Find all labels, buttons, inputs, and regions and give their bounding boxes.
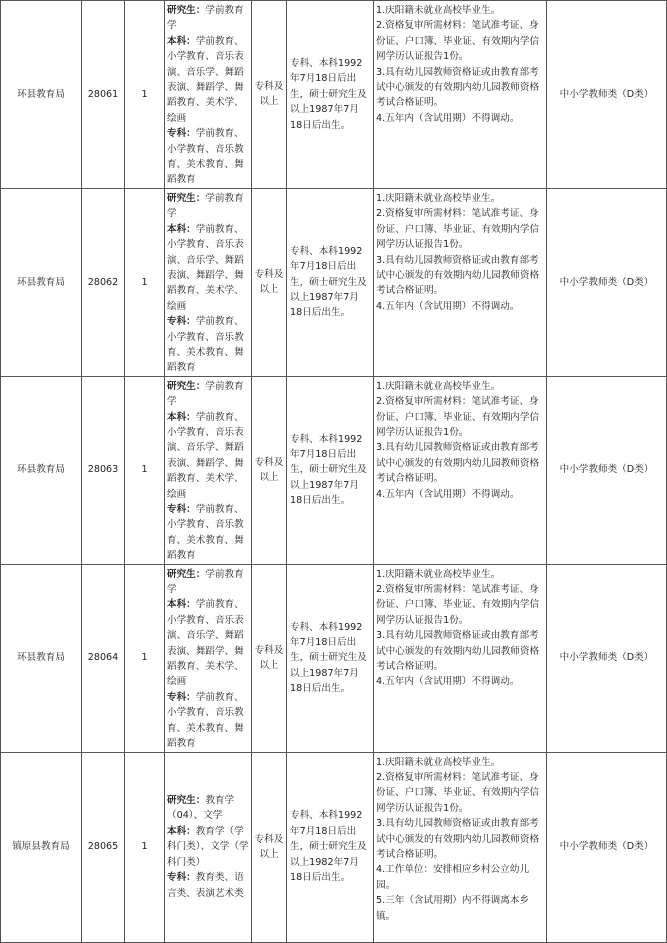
requirements-cell (374, 188, 547, 376)
major-line (167, 502, 249, 564)
hire-count-cell: 1 (125, 752, 165, 942)
major-level-label: 研究生： (167, 568, 206, 580)
hire-count-cell: 1 (125, 1, 165, 189)
major-list: 学前教育、小学教育、音乐教育、美术教育、舞蹈教育 (167, 504, 244, 562)
category-cell: 中小学教师类（D类） (547, 752, 667, 942)
major-level-label: 本科： (167, 599, 196, 611)
hire-count-cell: 1 (125, 376, 165, 564)
requirement-item: 4.工作单位：安排相应乡村公立幼儿园。 (376, 864, 530, 891)
major-list: 学前教育、小学教育、音乐教育、美术教育、舞蹈教育 (167, 316, 244, 374)
major-line (167, 379, 249, 410)
requirement-item: 1.庆阳籍未就业高校毕业生。 (376, 568, 501, 580)
major-list: 学前教育、小学教育、音乐表演、音乐学、舞蹈表演、舞蹈学、舞蹈教育、美术学、绘画 (167, 411, 244, 500)
dept-cell: 环县教育局 (1, 1, 82, 189)
major-cell (165, 188, 252, 376)
major-line (167, 824, 249, 870)
major-level-label: 专科： (167, 316, 196, 328)
requirement-item: 3.具有幼儿园教师资格证或由教育部考试中心颁发的有效期内幼儿园教师资格考试合格证明。 (376, 66, 540, 109)
age-cell: 专科、本科1992年7月18日后出生，硕士研究生及以上1987年7月18日后出生。 (287, 376, 374, 564)
table-row (1, 564, 667, 752)
requirement-item: 1.庆阳籍未就业高校毕业生。 (376, 380, 501, 392)
category-cell: 中小学教师类（D类） (547, 564, 667, 752)
age-cell: 专科、本科1992年7月18日后出生，硕士研究生及以上1987年7月18日后出生。 (287, 1, 374, 189)
category-cell: 中小学教师类（D类） (547, 376, 667, 564)
major-level-label: 研究生： (167, 5, 206, 16)
major-line (167, 191, 249, 222)
requirement-item: 4.五年内（含试用期）不得调动。 (376, 488, 520, 500)
category-cell: 中小学教师类（D类） (547, 1, 667, 189)
major-cell (165, 752, 252, 942)
dept-cell: 环县教育局 (1, 564, 82, 752)
major-line (167, 222, 249, 314)
major-line (167, 690, 249, 752)
requirements-cell (374, 1, 547, 189)
major-level-label: 本科： (167, 411, 196, 423)
major-line (167, 3, 249, 34)
major-list: 学前教育、小学教育、音乐教育、美术教育、舞蹈教育 (167, 128, 244, 186)
dept-cell: 环县教育局 (1, 376, 82, 564)
hire-count-cell: 1 (125, 188, 165, 376)
education-cell: 专科及以上 (252, 752, 287, 942)
requirement-item: 4.五年内（含试用期）不得调动。 (376, 300, 520, 312)
major-list: 学前教育、小学教育、音乐表演、音乐学、舞蹈表演、舞蹈学、舞蹈教育、美术学、绘画 (167, 35, 244, 124)
major-list: 教育学（04）、文学 (167, 795, 235, 822)
dept-cell: 镇原县教育局 (1, 752, 82, 942)
major-line (167, 793, 249, 824)
major-level-label: 专科： (167, 691, 196, 703)
requirement-item: 4.五年内（含试用期）不得调动。 (376, 676, 520, 688)
major-line (167, 597, 249, 689)
table-row (1, 188, 667, 376)
requirement-item: 3.具有幼儿园教师资格证或由教育部考试中心颁发的有效期内幼儿园教师资格考试合格证明。 (376, 442, 540, 485)
major-cell (165, 376, 252, 564)
age-cell: 专科、本科1992年7月18日后出生，硕士研究生及以上1987年7月18日后出生。 (287, 188, 374, 376)
category-cell: 中小学教师类（D类） (547, 188, 667, 376)
major-list: 学前教育学 (167, 192, 244, 220)
hire-count-cell: 1 (125, 564, 165, 752)
position-code-cell: 28064 (82, 564, 125, 752)
major-list: 学前教育学 (167, 5, 244, 32)
requirement-item: 2.资格复审所需材料：笔试准考证、身份证、户口簿、毕业证、有效期内学信网学历认证报告1份。 (376, 396, 540, 438)
major-line (167, 314, 249, 376)
major-level-label: 研究生： (167, 380, 206, 392)
major-list: 学前教育学 (167, 568, 244, 596)
position-code-cell: 28063 (82, 376, 125, 564)
requirement-item: 2.资格复审所需材料：笔试准考证、身份证、户口簿、毕业证、有效期内学信网学历认证报告1份。 (376, 208, 540, 251)
dept-cell: 环县教育局 (1, 188, 82, 376)
table-row (1, 752, 667, 942)
requirement-item: 3.具有幼儿园教师资格证或由教育部考试中心颁发的有效期内幼儿园教师资格考试合格证明。 (376, 818, 540, 860)
major-line (167, 410, 249, 502)
requirement-item: 1.庆阳籍未就业高校毕业生。 (376, 5, 501, 16)
major-line (167, 567, 249, 598)
major-list: 学前教育、小学教育、音乐表演、音乐学、舞蹈表演、舞蹈学、舞蹈教育、美术学、绘画 (167, 599, 244, 688)
education-cell: 专科及以上 (252, 188, 287, 376)
major-list: 教育类、语言类、表演艺术类 (167, 872, 244, 899)
major-level-label: 本科： (167, 35, 196, 47)
position-code-cell: 28065 (82, 752, 125, 942)
major-level-label: 专科： (167, 504, 196, 515)
position-code-cell: 28062 (82, 188, 125, 376)
major-cell (165, 1, 252, 189)
requirements-cell (374, 376, 547, 564)
major-cell (165, 564, 252, 752)
education-cell: 专科及以上 (252, 376, 287, 564)
major-list: 教育学（学科门类）、文学（学科门类） (167, 825, 249, 868)
major-line (167, 34, 249, 126)
major-level-label: 研究生： (167, 192, 206, 204)
age-cell: 专科、本科1992年7月18日后出生，硕士研究生及以上1982年7月18日后出生。 (287, 752, 374, 942)
major-list: 学前教育学 (167, 380, 244, 408)
major-line (167, 870, 249, 901)
requirement-item: 3.具有幼儿园教师资格证或由教育部考试中心颁发的有效期内幼儿园教师资格考试合格证明。 (376, 254, 540, 297)
age-cell: 专科、本科1992年7月18日后出生，硕士研究生及以上1987年7月18日后出生。 (287, 564, 374, 752)
table-row (1, 376, 667, 564)
major-level-label: 本科： (167, 223, 196, 235)
requirement-item: 5.三年（含试用期）内不得调离本乡镇。 (376, 895, 530, 922)
requirement-item: 4.五年内（含试用期）不得调动。 (376, 112, 520, 124)
requirement-item: 1.庆阳籍未就业高校毕业生。 (376, 192, 501, 204)
major-list: 学前教育、小学教育、音乐教育、美术教育、舞蹈教育 (167, 691, 244, 750)
major-level-label: 研究生： (167, 795, 206, 807)
major-line (167, 126, 249, 188)
requirement-item: 2.资格复审所需材料：笔试准考证、身份证、户口簿、毕业证、有效期内学信网学历认证报告1份。 (376, 771, 540, 814)
requirement-item: 3.具有幼儿园教师资格证或由教育部考试中心颁发的有效期内幼儿园教师资格考试合格证明。 (376, 630, 540, 673)
major-level-label: 本科： (167, 825, 196, 837)
education-cell: 专科及以上 (252, 1, 287, 189)
position-code-cell: 28061 (82, 1, 125, 189)
major-level-label: 专科： (167, 128, 196, 140)
education-cell: 专科及以上 (252, 564, 287, 752)
requirements-cell (374, 752, 547, 942)
major-level-label: 专科： (167, 872, 196, 884)
requirements-cell (374, 564, 547, 752)
requirement-item: 2.资格复审所需材料：笔试准考证、身份证、户口簿、毕业证、有效期内学信网学历认证报告1份。 (376, 20, 540, 63)
table-row (1, 1, 667, 189)
major-list: 学前教育、小学教育、音乐表演、音乐学、舞蹈表演、舞蹈学、舞蹈教育、美术学、绘画 (167, 223, 244, 312)
requirement-item: 1.庆阳籍未就业高校毕业生。 (376, 756, 501, 768)
requirement-item: 2.资格复审所需材料：笔试准考证、身份证、户口簿、毕业证、有效期内学信网学历认证报告1份。 (376, 584, 540, 626)
